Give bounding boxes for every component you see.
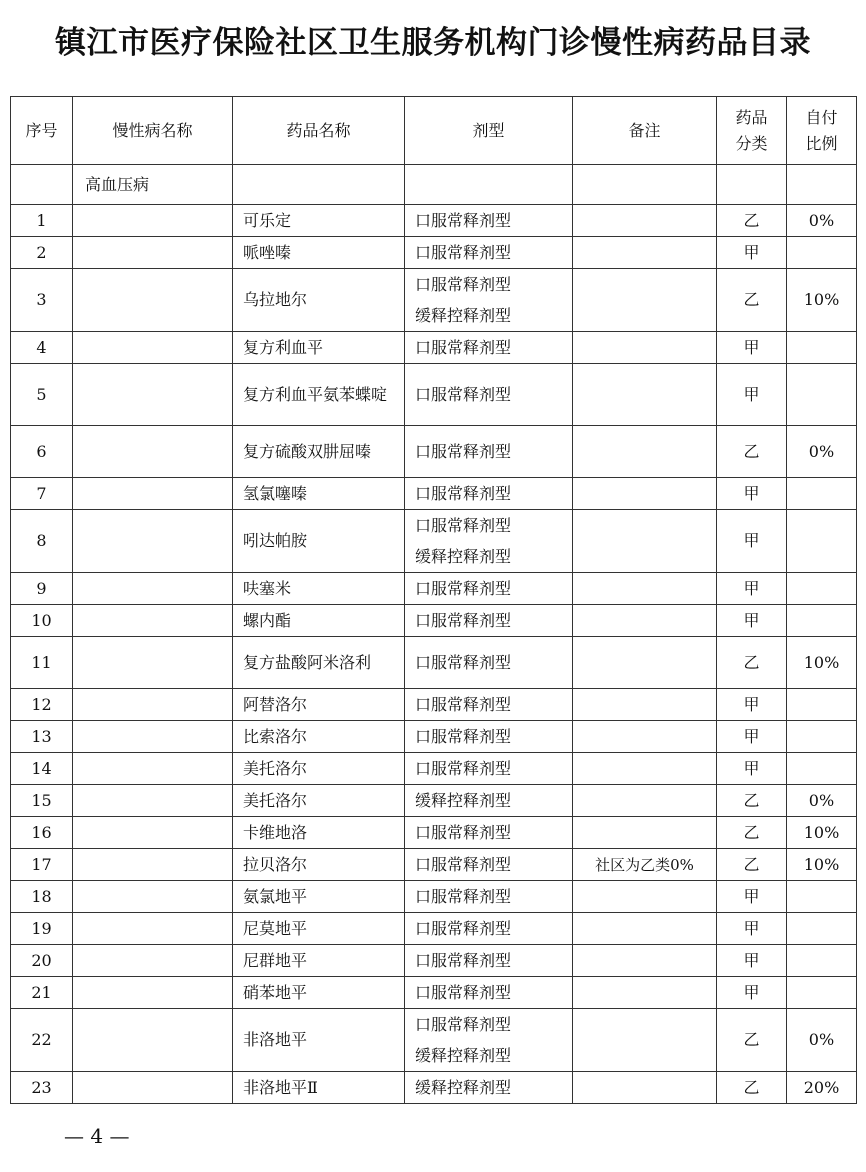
row-drug-name: 螺内酯	[233, 605, 405, 637]
row-disease	[73, 605, 233, 637]
row-disease	[73, 269, 233, 332]
dosage-form-line: 口服常释剂型	[415, 243, 512, 262]
col-header-note: 备注	[573, 97, 717, 165]
row-drug-class: 甲	[717, 478, 787, 510]
row-drug-class: 乙	[717, 269, 787, 332]
table-row	[11, 237, 857, 269]
row-number: 3	[11, 269, 73, 332]
page-number: — 4 —	[64, 1124, 130, 1148]
header-row	[11, 97, 857, 165]
row-note	[573, 332, 717, 364]
col-header-disease: 慢性病名称	[73, 97, 233, 165]
row-note	[573, 478, 717, 510]
row-note	[573, 753, 717, 785]
row-number: 17	[11, 849, 73, 881]
row-self-pay-ratio	[787, 332, 857, 364]
row-drug-name: 尼群地平	[233, 945, 405, 977]
row-dosage-form	[405, 785, 573, 817]
row-drug-name: 非洛地平	[233, 1009, 405, 1072]
dosage-form-line: 口服常释剂型	[415, 823, 512, 842]
row-dosage-form	[405, 913, 573, 945]
table-row	[11, 605, 857, 637]
table-row	[11, 1009, 857, 1072]
dosage-form-line: 缓释控释剂型	[415, 1078, 512, 1097]
row-number: 16	[11, 817, 73, 849]
col-header-class-line1: 药品	[735, 107, 768, 127]
row-note	[573, 637, 717, 689]
row-note	[573, 721, 717, 753]
row-note	[573, 237, 717, 269]
row-self-pay-ratio	[787, 237, 857, 269]
dosage-form-line: 口服常释剂型	[415, 275, 512, 294]
row-drug-name: 氢氯噻嗪	[233, 478, 405, 510]
row-note	[573, 977, 717, 1009]
row-drug-class: 甲	[717, 573, 787, 605]
row-drug-class: 甲	[717, 237, 787, 269]
row-disease	[73, 426, 233, 478]
row-self-pay-ratio	[787, 753, 857, 785]
row-number: 13	[11, 721, 73, 753]
row-note	[573, 1072, 717, 1104]
row-drug-class: 甲	[717, 945, 787, 977]
table-row	[11, 977, 857, 1009]
row-disease	[73, 1072, 233, 1104]
table-row	[11, 269, 857, 332]
row-dosage-form	[405, 478, 573, 510]
row-drug-class: 甲	[717, 364, 787, 426]
table-row	[11, 637, 857, 689]
row-self-pay-ratio: 10%	[787, 269, 857, 332]
dosage-form-line: 口服常释剂型	[415, 385, 512, 404]
row-drug-class: 乙	[717, 785, 787, 817]
row-drug-class: 甲	[717, 881, 787, 913]
dosage-form-line: 口服常释剂型	[415, 442, 512, 461]
row-drug-name: 可乐定	[233, 205, 405, 237]
row-self-pay-ratio	[787, 364, 857, 426]
row-drug-name: 复方盐酸阿米洛利	[233, 637, 405, 689]
row-self-pay-ratio: 0%	[787, 426, 857, 478]
row-dosage-form	[405, 364, 573, 426]
table-cell	[405, 165, 573, 205]
row-number: 12	[11, 689, 73, 721]
row-dosage-form	[405, 881, 573, 913]
table-row	[11, 753, 857, 785]
dosage-form-line: 口服常释剂型	[415, 579, 512, 598]
table-cell	[717, 165, 787, 205]
row-drug-name: 呋塞米	[233, 573, 405, 605]
table-row	[11, 205, 857, 237]
row-drug-name: 阿替洛尔	[233, 689, 405, 721]
row-drug-name: 美托洛尔	[233, 753, 405, 785]
row-number: 10	[11, 605, 73, 637]
table-cell	[233, 165, 405, 205]
table-row	[11, 881, 857, 913]
row-drug-name: 硝苯地平	[233, 977, 405, 1009]
row-note: 社区为乙类0%	[573, 849, 717, 881]
row-dosage-form	[405, 689, 573, 721]
row-drug-name: 乌拉地尔	[233, 269, 405, 332]
row-drug-name: 拉贝洛尔	[233, 849, 405, 881]
row-self-pay-ratio: 0%	[787, 205, 857, 237]
dosage-form-line: 口服常释剂型	[415, 484, 512, 503]
row-dosage-form	[405, 1072, 573, 1104]
row-drug-class: 甲	[717, 689, 787, 721]
row-dosage-form	[405, 977, 573, 1009]
row-number: 5	[11, 364, 73, 426]
col-header-class-line2: 分类	[735, 133, 768, 153]
dosage-form-line: 口服常释剂型	[415, 887, 512, 906]
dosage-form-line: 口服常释剂型	[415, 516, 512, 535]
row-disease	[73, 913, 233, 945]
row-note	[573, 785, 717, 817]
row-self-pay-ratio: 10%	[787, 637, 857, 689]
dosage-form-line: 口服常释剂型	[415, 338, 512, 357]
table-row	[11, 817, 857, 849]
row-disease	[73, 478, 233, 510]
dosage-form-line: 口服常释剂型	[415, 759, 512, 778]
row-note	[573, 689, 717, 721]
row-self-pay-ratio	[787, 913, 857, 945]
row-disease	[73, 332, 233, 364]
table-row	[11, 913, 857, 945]
row-dosage-form	[405, 332, 573, 364]
dosage-form-line: 口服常释剂型	[415, 653, 512, 672]
row-dosage-form	[405, 849, 573, 881]
table-row	[11, 332, 857, 364]
row-dosage-form	[405, 510, 573, 573]
row-dosage-form	[405, 269, 573, 332]
table-row	[11, 426, 857, 478]
table-row	[11, 573, 857, 605]
dosage-form-line: 口服常释剂型	[415, 919, 512, 938]
dosage-form-line: 口服常释剂型	[415, 951, 512, 970]
row-disease	[73, 721, 233, 753]
row-note	[573, 510, 717, 573]
row-note	[573, 573, 717, 605]
row-dosage-form	[405, 817, 573, 849]
row-number: 6	[11, 426, 73, 478]
row-number: 14	[11, 753, 73, 785]
col-header-form: 剂型	[405, 97, 573, 165]
row-drug-class: 甲	[717, 753, 787, 785]
row-drug-name: 吲达帕胺	[233, 510, 405, 573]
table-cell	[11, 165, 73, 205]
row-drug-name: 复方硫酸双肼屈嗪	[233, 426, 405, 478]
row-dosage-form	[405, 945, 573, 977]
dosage-form-line: 缓释控释剂型	[415, 547, 512, 566]
row-dosage-form	[405, 721, 573, 753]
row-drug-class: 甲	[717, 913, 787, 945]
row-self-pay-ratio	[787, 605, 857, 637]
dosage-form-line: 口服常释剂型	[415, 983, 512, 1002]
row-number: 20	[11, 945, 73, 977]
page-title: 镇江市医疗保险社区卫生服务机构门诊慢性病药品目录	[55, 25, 811, 61]
row-number: 15	[11, 785, 73, 817]
table-row	[11, 364, 857, 426]
row-note	[573, 205, 717, 237]
row-dosage-form	[405, 237, 573, 269]
row-self-pay-ratio: 0%	[787, 785, 857, 817]
row-drug-class: 乙	[717, 1072, 787, 1104]
row-dosage-form	[405, 573, 573, 605]
dosage-form-line: 缓释控释剂型	[415, 791, 512, 810]
row-disease	[73, 205, 233, 237]
row-dosage-form	[405, 426, 573, 478]
row-note	[573, 881, 717, 913]
row-number: 11	[11, 637, 73, 689]
row-disease	[73, 573, 233, 605]
row-drug-class: 乙	[717, 849, 787, 881]
row-dosage-form	[405, 1009, 573, 1072]
row-drug-name: 卡维地洛	[233, 817, 405, 849]
row-disease	[73, 849, 233, 881]
row-note	[573, 817, 717, 849]
row-drug-class: 乙	[717, 817, 787, 849]
row-disease	[73, 689, 233, 721]
row-disease	[73, 881, 233, 913]
disease-group-row	[11, 165, 857, 205]
col-header-ratio	[787, 97, 857, 165]
row-number: 18	[11, 881, 73, 913]
dosage-form-line: 口服常释剂型	[415, 611, 512, 630]
row-disease	[73, 785, 233, 817]
col-header-class	[717, 97, 787, 165]
row-note	[573, 1009, 717, 1072]
table-row	[11, 1072, 857, 1104]
table-row	[11, 510, 857, 573]
row-note	[573, 269, 717, 332]
table-row	[11, 945, 857, 977]
dosage-form-line: 口服常释剂型	[415, 695, 512, 714]
row-dosage-form	[405, 753, 573, 785]
row-disease	[73, 817, 233, 849]
row-disease	[73, 1009, 233, 1072]
row-note	[573, 364, 717, 426]
row-self-pay-ratio	[787, 478, 857, 510]
row-disease	[73, 364, 233, 426]
dosage-form-line: 口服常释剂型	[415, 211, 512, 230]
row-drug-class: 乙	[717, 637, 787, 689]
row-note	[573, 945, 717, 977]
row-drug-class: 甲	[717, 332, 787, 364]
row-note	[573, 605, 717, 637]
row-drug-name: 尼莫地平	[233, 913, 405, 945]
row-drug-name: 美托洛尔	[233, 785, 405, 817]
row-disease	[73, 945, 233, 977]
col-header-ratio-line1: 自付	[805, 107, 838, 127]
col-header-drug: 药品名称	[233, 97, 405, 165]
row-number: 19	[11, 913, 73, 945]
row-dosage-form	[405, 205, 573, 237]
row-drug-class: 乙	[717, 1009, 787, 1072]
row-disease	[73, 753, 233, 785]
row-drug-name: 复方利血平氨苯蝶啶	[233, 364, 405, 426]
row-number: 2	[11, 237, 73, 269]
table-cell	[573, 165, 717, 205]
row-self-pay-ratio	[787, 881, 857, 913]
row-drug-name: 复方利血平	[233, 332, 405, 364]
dosage-form-line: 缓释控释剂型	[415, 306, 512, 325]
row-disease	[73, 510, 233, 573]
col-header-no: 序号	[11, 97, 73, 165]
drug-catalog-table	[10, 96, 857, 1104]
row-disease	[73, 237, 233, 269]
row-self-pay-ratio: 10%	[787, 817, 857, 849]
dosage-form-line: 口服常释剂型	[415, 1015, 512, 1034]
row-drug-class: 甲	[717, 977, 787, 1009]
row-self-pay-ratio	[787, 945, 857, 977]
col-header-ratio-line2: 比例	[805, 133, 838, 153]
row-number: 8	[11, 510, 73, 573]
row-number: 9	[11, 573, 73, 605]
row-disease	[73, 637, 233, 689]
table-row	[11, 689, 857, 721]
row-self-pay-ratio	[787, 721, 857, 753]
row-disease	[73, 977, 233, 1009]
table-row	[11, 849, 857, 881]
row-self-pay-ratio	[787, 573, 857, 605]
dosage-form-line: 口服常释剂型	[415, 727, 512, 746]
table-row	[11, 721, 857, 753]
row-number: 1	[11, 205, 73, 237]
row-drug-class: 乙	[717, 426, 787, 478]
row-drug-class: 甲	[717, 605, 787, 637]
disease-group-label: 高血压病	[73, 165, 233, 205]
row-self-pay-ratio	[787, 977, 857, 1009]
row-number: 23	[11, 1072, 73, 1104]
row-dosage-form	[405, 637, 573, 689]
table-row	[11, 785, 857, 817]
row-number: 22	[11, 1009, 73, 1072]
row-self-pay-ratio	[787, 510, 857, 573]
row-drug-class: 乙	[717, 205, 787, 237]
row-note	[573, 426, 717, 478]
table-cell	[787, 165, 857, 205]
row-dosage-form	[405, 605, 573, 637]
dosage-form-line: 缓释控释剂型	[415, 1046, 512, 1065]
row-self-pay-ratio: 0%	[787, 1009, 857, 1072]
row-note	[573, 913, 717, 945]
row-number: 4	[11, 332, 73, 364]
row-self-pay-ratio: 10%	[787, 849, 857, 881]
row-drug-name: 比索洛尔	[233, 721, 405, 753]
row-drug-class: 甲	[717, 721, 787, 753]
row-drug-name: 氨氯地平	[233, 881, 405, 913]
row-self-pay-ratio: 20%	[787, 1072, 857, 1104]
table-row	[11, 478, 857, 510]
row-drug-class: 甲	[717, 510, 787, 573]
row-number: 7	[11, 478, 73, 510]
row-drug-name: 非洛地平Ⅱ	[233, 1072, 405, 1104]
row-number: 21	[11, 977, 73, 1009]
dosage-form-line: 口服常释剂型	[415, 855, 512, 874]
row-self-pay-ratio	[787, 689, 857, 721]
row-drug-name: 哌唑嗪	[233, 237, 405, 269]
